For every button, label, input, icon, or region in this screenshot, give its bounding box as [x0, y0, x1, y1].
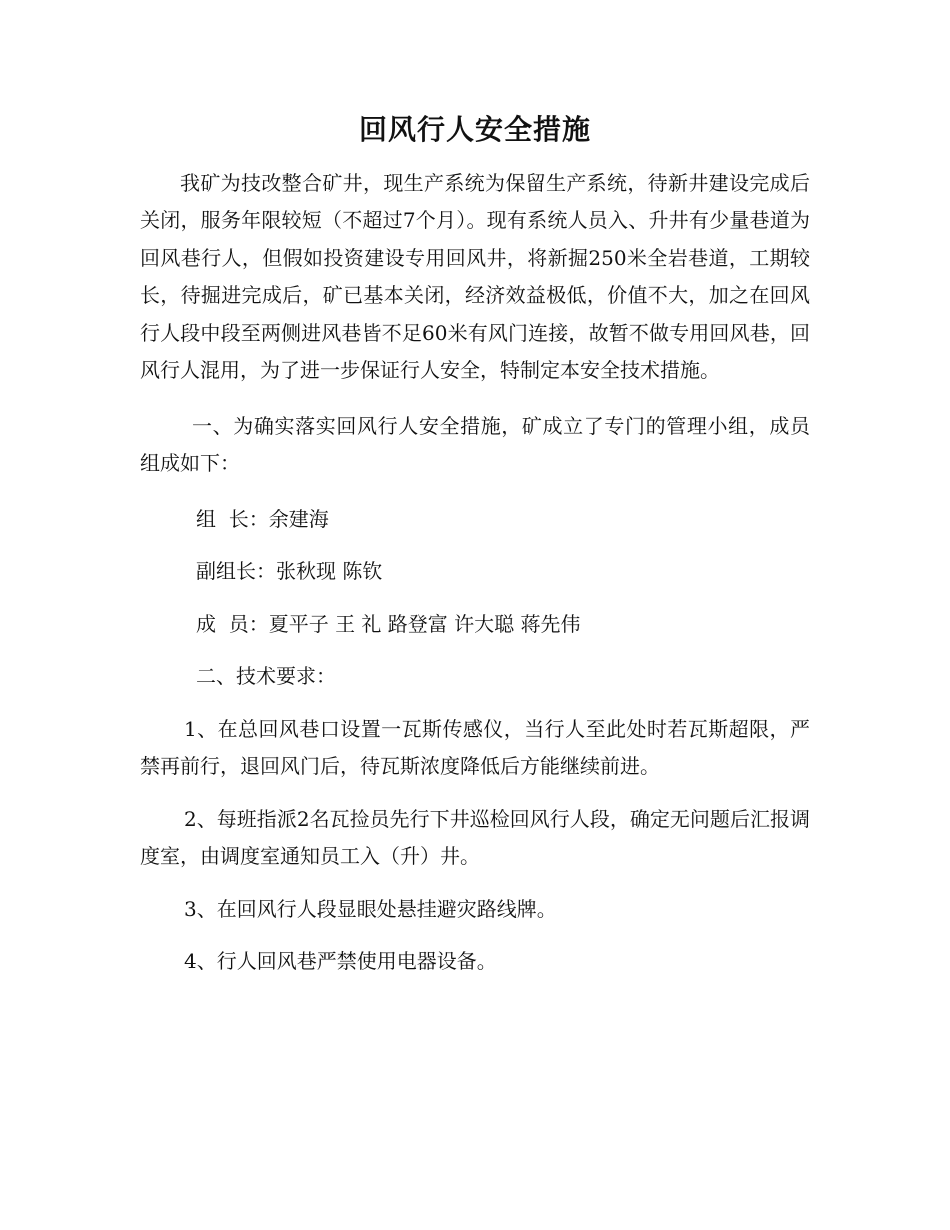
- member-deputy: 副组长：张秋现 陈钦: [196, 559, 383, 584]
- document-title: 回风行人安全措施: [358, 113, 591, 146]
- requirement-item-1: 1、在总回风巷口设置一瓦斯传感仪，当行人至此处时若瓦斯超限，严禁再前行，退回风门后，待瓦斯浓度降低后方能继续前进。: [140, 716, 810, 779]
- intro-paragraph: 我矿为技改整合矿井，现生产系统为保留生产系统，待新井建设完成后关闭，服务年限较短（不超过7个月）。现有系统人员入、升井有少量巷道为回风巷行人，但假如投资建设专用回风井，将新掘250米全岩巷道，工期较长，待掘进完成后，矿已基本关闭，经济效益极低，价值不大，加之在回风行人段中段至两侧进风巷皆不足60米有风门连接，故暂不做专用回风巷，回风行人混用，为了进一步保证行人安全，特制定本安全技术措施。: [140, 170, 810, 383]
- member-leader: 组 长：余建海: [196, 506, 329, 531]
- requirement-item-2: 2、每班指派2名瓦捡员先行下井巡检回风行人段，确定无问题后汇报调度室，由调度室通知员工入（升）井。: [140, 806, 810, 869]
- requirement-item-3: 3、在回风行人段显眼处悬挂避灾路线牌。: [184, 896, 557, 921]
- section-two-heading: 二、技术要求：: [196, 664, 336, 689]
- section-one-heading: 一、为确实落实回风行人安全措施，矿成立了专门的管理小组，成员组成如下：: [140, 413, 810, 476]
- requirement-item-4: 4、行人回风巷严禁使用电器设备。: [184, 949, 497, 974]
- member-staff: 成 员：夏平子 王 礼 路登富 许大聪 蒋先伟: [196, 611, 581, 636]
